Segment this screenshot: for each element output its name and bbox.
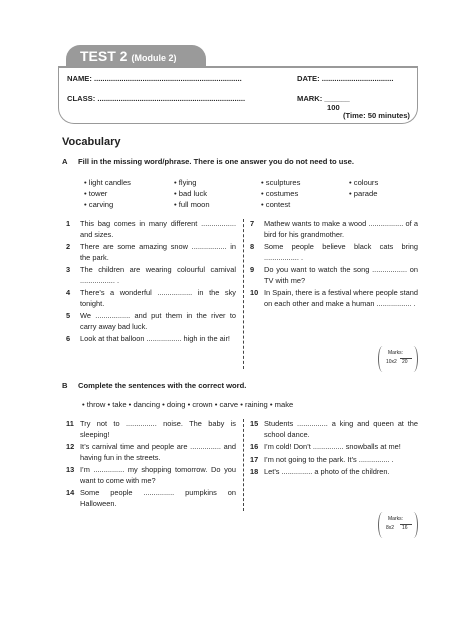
section-a-instruction xyxy=(62,157,354,166)
question-5: 5 We ................. and put them in the river to carry away bad luck. xyxy=(66,311,236,331)
question-9: 9 Do you want to watch the song ................. on TV with me? xyxy=(250,265,418,285)
question-11: 11 Try not to ............... noise. The baby is sleeping! xyxy=(66,419,236,439)
word-box-b: • throw • take • dancing • doing • crown • carve • raining • make xyxy=(82,400,294,409)
word-item: • full moon xyxy=(174,200,210,209)
word-item: • carving xyxy=(84,200,114,209)
question-15: 15 Students ............... a king and queen at the school dance. xyxy=(250,419,418,439)
marks-box-b xyxy=(378,512,418,538)
word-item: • light candles xyxy=(84,178,131,187)
question-4: 4 There’s a wonderful ................. in the sky tonight. xyxy=(66,288,236,308)
word-column xyxy=(174,177,210,210)
question-14: 14 Some people ............... pumpkins on Halloween. xyxy=(66,488,236,508)
section-b-right-questions xyxy=(250,419,418,480)
question-10: 10 In Spain, there is a festival where people stand on each other and make a human ................. . xyxy=(250,288,418,308)
class-field: CLASS: ...................................................................... xyxy=(67,94,246,103)
word-item: • costumes xyxy=(261,189,299,198)
question-2: 2 There are some amazing snow ................. in the park. xyxy=(66,242,236,262)
question-7: 7 Mathew wants to make a wood ................. of a bird for his grandmother. xyxy=(250,219,418,239)
column-divider xyxy=(243,219,244,369)
word-item: • sculptures xyxy=(261,178,301,187)
marks-label: Marks: xyxy=(388,516,403,522)
test-title-tab xyxy=(66,45,206,67)
word-item: • contest xyxy=(261,200,291,209)
test-title: TEST 2 xyxy=(80,48,128,64)
marks-box-a xyxy=(378,346,418,372)
module-label: (Module 2) xyxy=(131,53,177,63)
section-a-left-questions xyxy=(66,219,236,347)
question-3: 3 The children are wearing colourful carnival ................. . xyxy=(66,265,236,285)
section-b-instruction xyxy=(62,381,246,390)
section-a-text: Fill in the missing word/phrase. There is one answer you do not need to use. xyxy=(78,157,354,166)
mark-field: MARK: ______ xyxy=(297,94,350,103)
question-6: 6 Look at that balloon ................. high in the air! xyxy=(66,334,230,343)
mark-total: 100 xyxy=(327,103,340,112)
word-item: • flying xyxy=(174,178,197,187)
section-b-letter: B xyxy=(62,381,68,390)
marks-multiplier: 8x2 xyxy=(386,525,395,531)
section-b-text: Complete the sentences with the correct word. xyxy=(78,381,247,390)
word-item: • parade xyxy=(349,189,378,198)
marks-label: Marks: xyxy=(388,350,403,356)
time-note: (Time: 50 minutes) xyxy=(343,111,410,120)
question-18: 18 Let’s ............... a photo of the children. xyxy=(250,467,390,476)
student-info-box xyxy=(58,68,418,124)
word-item: • bad luck xyxy=(174,189,208,198)
word-column xyxy=(84,177,131,210)
question-17: 17 I’m not going to the park. It’s ............... . xyxy=(250,454,394,464)
column-divider xyxy=(243,419,244,511)
marks-total: 16 xyxy=(402,525,408,531)
section-a-right-questions xyxy=(250,219,418,311)
word-column xyxy=(349,177,378,199)
question-16: 16 I’m cold! Don’t ............... snowballs at me! xyxy=(250,442,401,451)
word-column xyxy=(261,177,300,210)
section-a-letter: A xyxy=(62,157,68,166)
word-item: • tower xyxy=(84,189,108,198)
question-13: 13 I’m ............... my shopping tomorrow. Do you want to come with me? xyxy=(66,465,236,485)
question-1: 1 This bag comes in many different ................. and sizes. xyxy=(66,219,236,239)
question-8: 8 Some people believe black cats bring ................. . xyxy=(250,242,418,262)
name-field: NAME: ...................................................................... xyxy=(67,74,242,83)
date-field: DATE: .................................. xyxy=(297,74,394,83)
section-b-left-questions xyxy=(66,419,236,511)
section-title: Vocabulary xyxy=(62,136,121,148)
marks-multiplier: 10x2 xyxy=(386,359,397,365)
marks-total: 20 xyxy=(402,359,408,365)
word-item: • colours xyxy=(349,178,379,187)
question-12: 12 It’s carnival time and people are ............... and having fun in the streets. xyxy=(66,442,236,462)
